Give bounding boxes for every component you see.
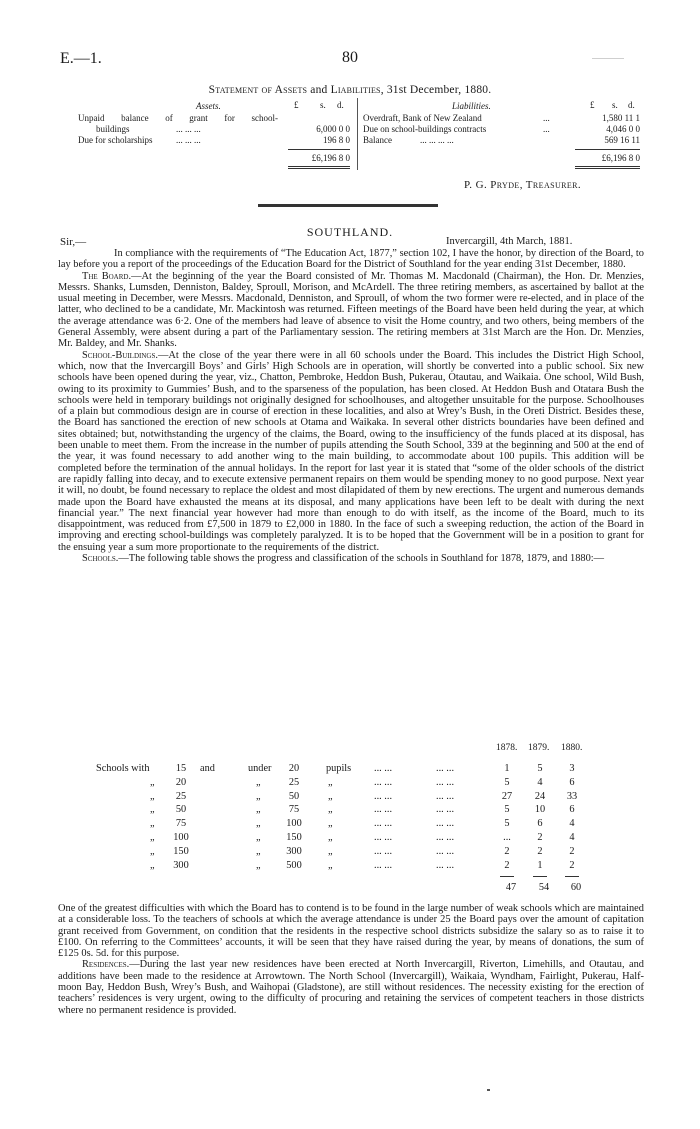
- value-1879: 4: [537, 776, 543, 788]
- year-header: 1878.: [496, 743, 518, 753]
- range-to: 75: [288, 804, 300, 816]
- ditto-mark: „: [150, 804, 155, 816]
- leader-dots: ...: [543, 113, 550, 123]
- value-1880: 33: [566, 790, 578, 802]
- section-title: SOUTHLAND.: [306, 225, 394, 239]
- value-1879: 6: [537, 818, 543, 830]
- paragraph-intro: In compliance with the requirements of “The Education Act, 1877,” section 102, I have the honor, by direction of the Board, to lay before you a report of the proceedings of the Education Board for the District of Southland for the year ending 31st December, 1880.: [58, 248, 644, 271]
- range-from: 50: [175, 804, 187, 816]
- liability-amount: 1,580 11 1: [602, 113, 640, 123]
- value-1880: 3: [569, 763, 575, 774]
- run-in-heading: Schools.: [82, 553, 119, 565]
- salutation: Sir,—: [60, 236, 87, 248]
- leader-dots: ... ...: [374, 804, 393, 816]
- leader-dots: ... ...: [436, 818, 455, 830]
- range-from: 150: [173, 845, 189, 857]
- value-1880: 4: [569, 818, 575, 830]
- value-1879: 2: [537, 831, 543, 843]
- range-from: 25: [175, 790, 187, 802]
- liability-label: Due on school-buildings contracts: [363, 124, 487, 134]
- asset-amount: 196 8 0: [323, 135, 350, 145]
- ditto-mark: „: [328, 831, 333, 843]
- document-page: E.—1. 80 Statement of Assets and Liabilities, 31st December, 1880. Assets. £ s. d. Unpaid balance of grant for school- buildings ... ... ... 6,000 0 0 Due for scholarships ... ... ... 196 8 0 £6,196 8 0 Liabilities. £ s. d. Overdraft, Bank of New Zealand ... 1,580 11 1 Due on school-buildings contracts ... 4,046 0 0 Balance ... ... ... ... 569 16 11 £6,196 8 0 P. G. Pryde, Treasurer. SOUTHLAND. Sir,— Invercargill, 4th March, 1881. In compliance with the requirements of “The Education Act, 1877,” section 102, I have the honor, by direction of the Board, to lay before you a report of the proceedings of the Education Board for the District of Southland for the year ending 31st December, 1880. The Board.—At the beginning of the year the Board consisted of Mr. Thomas M. Macdonald (Chairman), the Hon. Dr. Menzies, Messrs. Shanks, Lumsden, Denniston, Baldey, Sproull, Morison, and McArdell. The three retiring members, as ascertained by ballot at the usual meeting in December, were Messrs. Macdonald, Denniston, and Sproull, of whom the two former were re-elected, and in place of the latter, who declined to be a candidate, Mr. Mackintosh was returned. Fifteen meetings of the Board have been held during the year, at which the average attendance was 6·2. One of the members had leave of absence to visit the Home country, and two others, being members of the General Assembly, were absent during a part of the Parliamentary session. The retiring members at 31st March are the Hon. Dr. Menzies, Mr. Baldey, and Mr. Shanks. School-Buildings.—At the close of the year there were in all 60 schools under the Board. This includes the District High School, which, now that the Invercargill Boys’ and Girls’ High Schools are in operation, will shortly be converted into a public school. Six new schools have been opened during the year, viz., Chatton, Pembroke, Heddon Bush, Pukerau, Otautau, and Waikaia. One school, Wild Bush, owing to its proximity to Gummies’ Bush, and to the sparseness of the population, has been closed. At Heddon Bush and Otatara Bush the schools were held in temporary buildings not originally designed for schoolhouses, and altogether unsuitable for the purpose. Schoolhouses of a plain but commodious design are in course of erection in these localities, and also at Wrey’s Bush, in the Oreti District. Besides these, the Board has sanctioned the erection of new schools at Otama and Waikaka. In several other districts boundaries have been defined and sites obtained; but, notwithstanding the urgency of the claims, the Board, owing to the insufficiency of the funds placed at its disposal, has been unable to meet them. From the increase in the number of pupils attending the South School, 339 at the beginning and 500 at the end of the year, it was found necessary to add another wing to the main building, to accommodate about 100 pupils. This addition will be completed before the termination of the annual holidays. In the report for last year it is stated that “some of the older schools of the district are rapidly falling into decay, and to execute extensive permanent repairs on them would be spending money to no good purpose. Next year it will, no doubt, be found necessary to replace the oldest and most dilapidated of them by new erections. The urgent and numerous demands made upon the Board have exhausted the means at its disposal, and many applications have been left to be dealt with during the next financial year.” The next financial year however had more than enough to do with itself, as the income of the Board, much to its disappointment, was reduced from £7,500 in 1879 to £2,000 in 1880. In the face of such a sweeping reduction, the action of the Board in improving and erecting school-buildings was completely paralyzed. It is to be hoped that the Government will be in a position to grant for the ensuing year a sum more proportionate to the requirements of the district. Schools.—The following table shows the progress and classification of the schools in Southland for 1878, 1879, and 1880:— 1878. 1879. 1880. Schools with and under pupils 15 20 ... ... ... ... 1 5 3 „ „ „ 20 25 ... ... ... ... 5 4 6 „ „ „ 25 50 ... ... ... ... 27 24 33 „ „ „ 50 75 ... ... ... ... 5 10 6 „ „ „ 75 100 ... ... ... ... 5 6 4 „ „ „ 100 150 ... ... ... ... ... 2 4 „ „ „ 150 300 ... ... ... ... 2 2 2 „ „ „ 300 500 ... ... ... ... 2 1 2 47 54 60 One of the greatest difficulties with which the Board has to contend is to be found in the large number of weak schools which are maintained at a considerable loss. To the teachers of schools at which the average attendance is under 25 the Board pays over the amount of capitation grant received from Government, on condition that the residents in the respective school districts subsidize the salary so as to raise it to £100. On referring to the Committees’ accounts, it will be seen that they have raised during the year, by means of donations, the sum of £125 0s. 5d. for this purpose. Residences.—During the last year new residences have been erected at North Invercargill, Riverton, Limehills, and Otautau, and additions have been made to the residence at Arrowtown. The North School (Invercargill), Waikaia, Wyndham, Fairlight, Pukerau, Half-moon Bay, Heddon Bush, Wrey’s Bush, and Waihopai (Gladstone), are still without residences. The necessity existing for the erection of teachers’ residences is very urgent, owing to the difficulty of procuring and retaining the services of competent teachers in those districts where no permanent residence is provided.: [0, 0, 700, 1129]
- ditto-mark: „: [256, 776, 261, 788]
- leader-dots: ... ...: [374, 859, 393, 871]
- leader-dots: ... ...: [436, 831, 455, 843]
- dateline: Invercargill, 4th March, 1881.: [446, 236, 573, 247]
- range-to: 50: [288, 790, 300, 802]
- leader-dots: ... ...: [374, 776, 393, 788]
- sum-rule: [565, 876, 579, 877]
- report-body-continued: [58, 903, 644, 1016]
- ditto-mark: „: [256, 790, 261, 802]
- value-1879: 24: [534, 790, 546, 802]
- ditto-mark: „: [256, 845, 261, 857]
- statement-title-part: Liabilities,: [330, 84, 384, 96]
- value-1880: 6: [569, 804, 575, 816]
- range-from: 300: [173, 859, 189, 871]
- treasurer-signature: P. G. Pryde, Treasurer.: [464, 179, 582, 191]
- leader-dots: ... ... ...: [176, 135, 201, 145]
- value-1878: 5: [504, 776, 510, 788]
- total-1880: 60: [570, 882, 582, 893]
- ditto-mark: „: [256, 859, 261, 871]
- page-speck: [487, 1089, 490, 1091]
- leader-dots: ... ...: [436, 776, 455, 788]
- range-to: 150: [286, 831, 302, 843]
- ditto-mark: „: [150, 845, 155, 857]
- assets-heading: Assets.: [196, 101, 221, 111]
- value-1878: 27: [501, 790, 513, 802]
- range-from: 75: [175, 818, 187, 830]
- ditto-mark: „: [328, 776, 333, 788]
- ditto-mark: „: [328, 859, 333, 871]
- leader-dots: ...: [543, 124, 550, 134]
- value-1879: 1: [537, 859, 543, 871]
- asset-amount: 6,000 0 0: [316, 124, 350, 134]
- range-to: 500: [286, 859, 302, 871]
- value-1879: 5: [537, 763, 543, 774]
- asset-label: Unpaid balance of grant for school-: [78, 113, 278, 123]
- year-header: 1879.: [528, 743, 550, 753]
- row-label: Schools with: [96, 763, 150, 774]
- leader-dots: ... ... ... ...: [420, 135, 454, 145]
- ditto-mark: „: [150, 859, 155, 871]
- leader-dots: ... ...: [436, 845, 455, 857]
- ditto-mark: „: [150, 831, 155, 843]
- ditto-mark: „: [328, 818, 333, 830]
- value-1880: 6: [569, 776, 575, 788]
- value-1878: ...: [503, 831, 511, 843]
- run-in-heading: School-Buildings.: [82, 349, 158, 361]
- section-divider: [258, 204, 438, 207]
- value-1878: 2: [504, 859, 510, 871]
- run-in-heading: The Board.: [82, 270, 132, 282]
- value-1880: 4: [569, 831, 575, 843]
- leader-dots: ... ...: [374, 831, 393, 843]
- statement-title-and: and: [310, 84, 328, 96]
- value-1879: 2: [537, 845, 543, 857]
- sum-rule: [288, 149, 350, 150]
- value-1878: 5: [504, 804, 510, 816]
- asset-label: Due for scholarships: [78, 135, 153, 145]
- leader-dots: ... ...: [436, 859, 455, 871]
- leader-dots: ... ...: [436, 790, 455, 802]
- total-double-rule: [288, 166, 350, 169]
- statement-title-date: 31st December, 1880.: [386, 84, 492, 96]
- leader-dots: ... ...: [436, 763, 455, 774]
- leader-dots: ... ...: [374, 763, 393, 774]
- ditto-mark: „: [328, 790, 333, 802]
- paragraph-residences: Residences.—During the last year new residences have been erected at North Invercargill, Riverton, Limehills, and Otautau, and additions have been made to the residence at Arrowtown. The North School (Invercargill), Waikaia, Wyndham, Fairlight, Pukerau, Half-moon Bay, Heddon Bush, Wrey’s Bush, and Waihopai (Gladstone), are still without residences. The necessity existing for the erection of teachers’ residences is very urgent, owing to the difficulty of procuring and retaining the services of competent teachers in those districts where no permanent residence is provided.: [58, 959, 644, 1016]
- total-1879: 54: [538, 882, 550, 893]
- ditto-mark: „: [256, 831, 261, 843]
- leader-dots: ... ...: [436, 804, 455, 816]
- page-number: 80: [342, 49, 358, 66]
- ditto-mark: „: [150, 776, 155, 788]
- paragraph-schools: Schools.—The following table shows the progress and classification of the schools in Southland for 1878, 1879, and 1880:—: [82, 553, 605, 565]
- value-1880: 2: [569, 859, 575, 871]
- asset-label-cont: buildings: [96, 124, 130, 134]
- liability-amount: 4,046 0 0: [606, 124, 640, 134]
- total-double-rule: [575, 166, 640, 169]
- leader-dots: ... ...: [374, 845, 393, 857]
- assets-total: £6,196 8 0: [311, 153, 350, 163]
- ditto-mark: „: [150, 818, 155, 830]
- sum-rule: [533, 876, 547, 877]
- report-body: [58, 248, 644, 564]
- document-reference: E.—1.: [60, 50, 102, 67]
- value-1878: 2: [504, 845, 510, 857]
- ditto-mark: „: [256, 804, 261, 816]
- ditto-mark: „: [328, 845, 333, 857]
- sum-rule: [575, 149, 640, 150]
- range-to: 300: [286, 845, 302, 857]
- range-from: 20: [175, 776, 187, 788]
- and-word: and: [200, 763, 215, 774]
- liability-label: Balance: [363, 135, 392, 145]
- range-from: 15: [175, 763, 187, 774]
- ditto-mark: „: [150, 790, 155, 802]
- range-to: 20: [288, 763, 300, 774]
- leader-dots: ... ... ...: [176, 124, 201, 134]
- ditto-mark: „: [328, 804, 333, 816]
- paragraph-board: The Board.—At the beginning of the year the Board consisted of Mr. Thomas M. Macdonald (Chairman), the Hon. Dr. Menzies, Messrs. Shanks, Lumsden, Denniston, Baldey, Sproull, Morison, and McArdell. The three retiring members, as ascertained by ballot at the usual meeting in December, were Messrs. Macdonald, Denniston, and Sproull, of whom the two former were re-elected, and in place of the latter, who declined to be a candidate, Mr. Mackintosh was returned. Fifteen meetings of the Board have been held during the year, at which the average attendance was 6·2. One of the members had leave of absence to visit the Home country, and two others, being members of the General Assembly, were absent during a part of the Parliamentary session. The retiring members at 31st March are the Hon. Dr. Menzies, Mr. Baldey, and Mr. Shanks.: [58, 270, 644, 350]
- value-1878: 5: [504, 818, 510, 830]
- liability-amount: 569 16 11: [604, 135, 640, 145]
- sum-rule: [500, 876, 514, 877]
- liability-label: Overdraft, Bank of New Zealand: [363, 113, 482, 123]
- range-to: 25: [288, 776, 300, 788]
- header-mark: [592, 58, 624, 59]
- column-divider: [357, 98, 358, 170]
- under-word: under: [248, 763, 272, 774]
- leader-dots: ... ...: [374, 818, 393, 830]
- value-1880: 2: [569, 845, 575, 857]
- range-from: 100: [173, 831, 189, 843]
- run-in-heading: Residences.: [82, 959, 130, 971]
- year-header: 1880.: [561, 743, 583, 753]
- value-1878: 1: [504, 763, 510, 774]
- paragraph-school-buildings: School-Buildings.—At the close of the year there were in all 60 schools under the Board. This includes the District High School, which, now that the Invercargill Boys’ and Girls’ High Schools are in operation, will shortly be converted into a public school. Six new schools have been opened during the year, viz., Chatton, Pembroke, Heddon Bush, Pukerau, Otautau, and Waikaia. One school, Wild Bush, owing to its proximity to Gummies’ Bush, and to the sparseness of the population, has been closed. At Heddon Bush and Otatara Bush the schools were held in temporary buildings not originally designed for schoolhouses, and altogether unsuitable for the purpose. Schoolhouses of a plain but commodious design are in course of erection in these localities, and also at Wrey’s Bush, in the Oreti District. Besides these, the Board has sanctioned the erection of new schools at Otama and Waikaka. In several other districts boundaries have been defined and sites obtained; but, notwithstanding the urgency of the claims, the Board, owing to the insufficiency of the funds placed at its disposal, has been unable to meet them. From the increase in the number of pupils attending the South School, 339 at the beginning and 500 at the end of the year, it was found necessary to add another wing to the main building, to accommodate about 100 pupils. This addition will be completed before the termination of the annual holidays. In the report for last year it is stated that “some of the older schools of the district are rapidly falling into decay, and to execute extensive permanent repairs on them would be spending money to no good purpose. Next year it will, no doubt, be found necessary to replace the oldest and most dilapidated of them by new erections. The urgent and numerous demands made upon the Board have exhausted the means at its disposal, and many applications have been left to be dealt with during the next financial year.” The next financial year however had more than enough to do with itself, as the income of the Board, much to its disappointment, was reduced from £7,500 in 1879 to £2,000 in 1880. In the face of such a sweeping reduction, the action of the Board in improving and erecting school-buildings was completely paralyzed. It is to be hoped that the Government will be in a position to grant for the ensuing year a sum more proportionate to the requirements of the district.: [58, 349, 644, 553]
- statement-title: [0, 84, 700, 96]
- range-to: 100: [286, 818, 302, 830]
- liabilities-heading: Liabilities.: [452, 101, 491, 111]
- total-1878: 47: [505, 882, 517, 893]
- leader-dots: ... ...: [374, 790, 393, 802]
- paragraph-weak-schools: One of the greatest difficulties with which the Board has to contend is to be found in the large number of weak schools which are maintained at a considerable loss. To the teachers of schools at which the average attendance is under 25 the Board pays over the amount of capitation grant received from Government, on condition that the residents in the respective school districts subsidize the salary so as to raise it to £100. On referring to the Committees’ accounts, it will be seen that they have raised during the year, by means of donations, the sum of £125 0s. 5d. for this purpose.: [58, 903, 644, 960]
- value-1879: 10: [534, 804, 546, 816]
- ditto-mark: „: [256, 818, 261, 830]
- liabilities-total: £6,196 8 0: [601, 153, 640, 163]
- pupils-word: pupils: [326, 763, 352, 774]
- statement-title-part: Statement of Assets: [208, 84, 308, 96]
